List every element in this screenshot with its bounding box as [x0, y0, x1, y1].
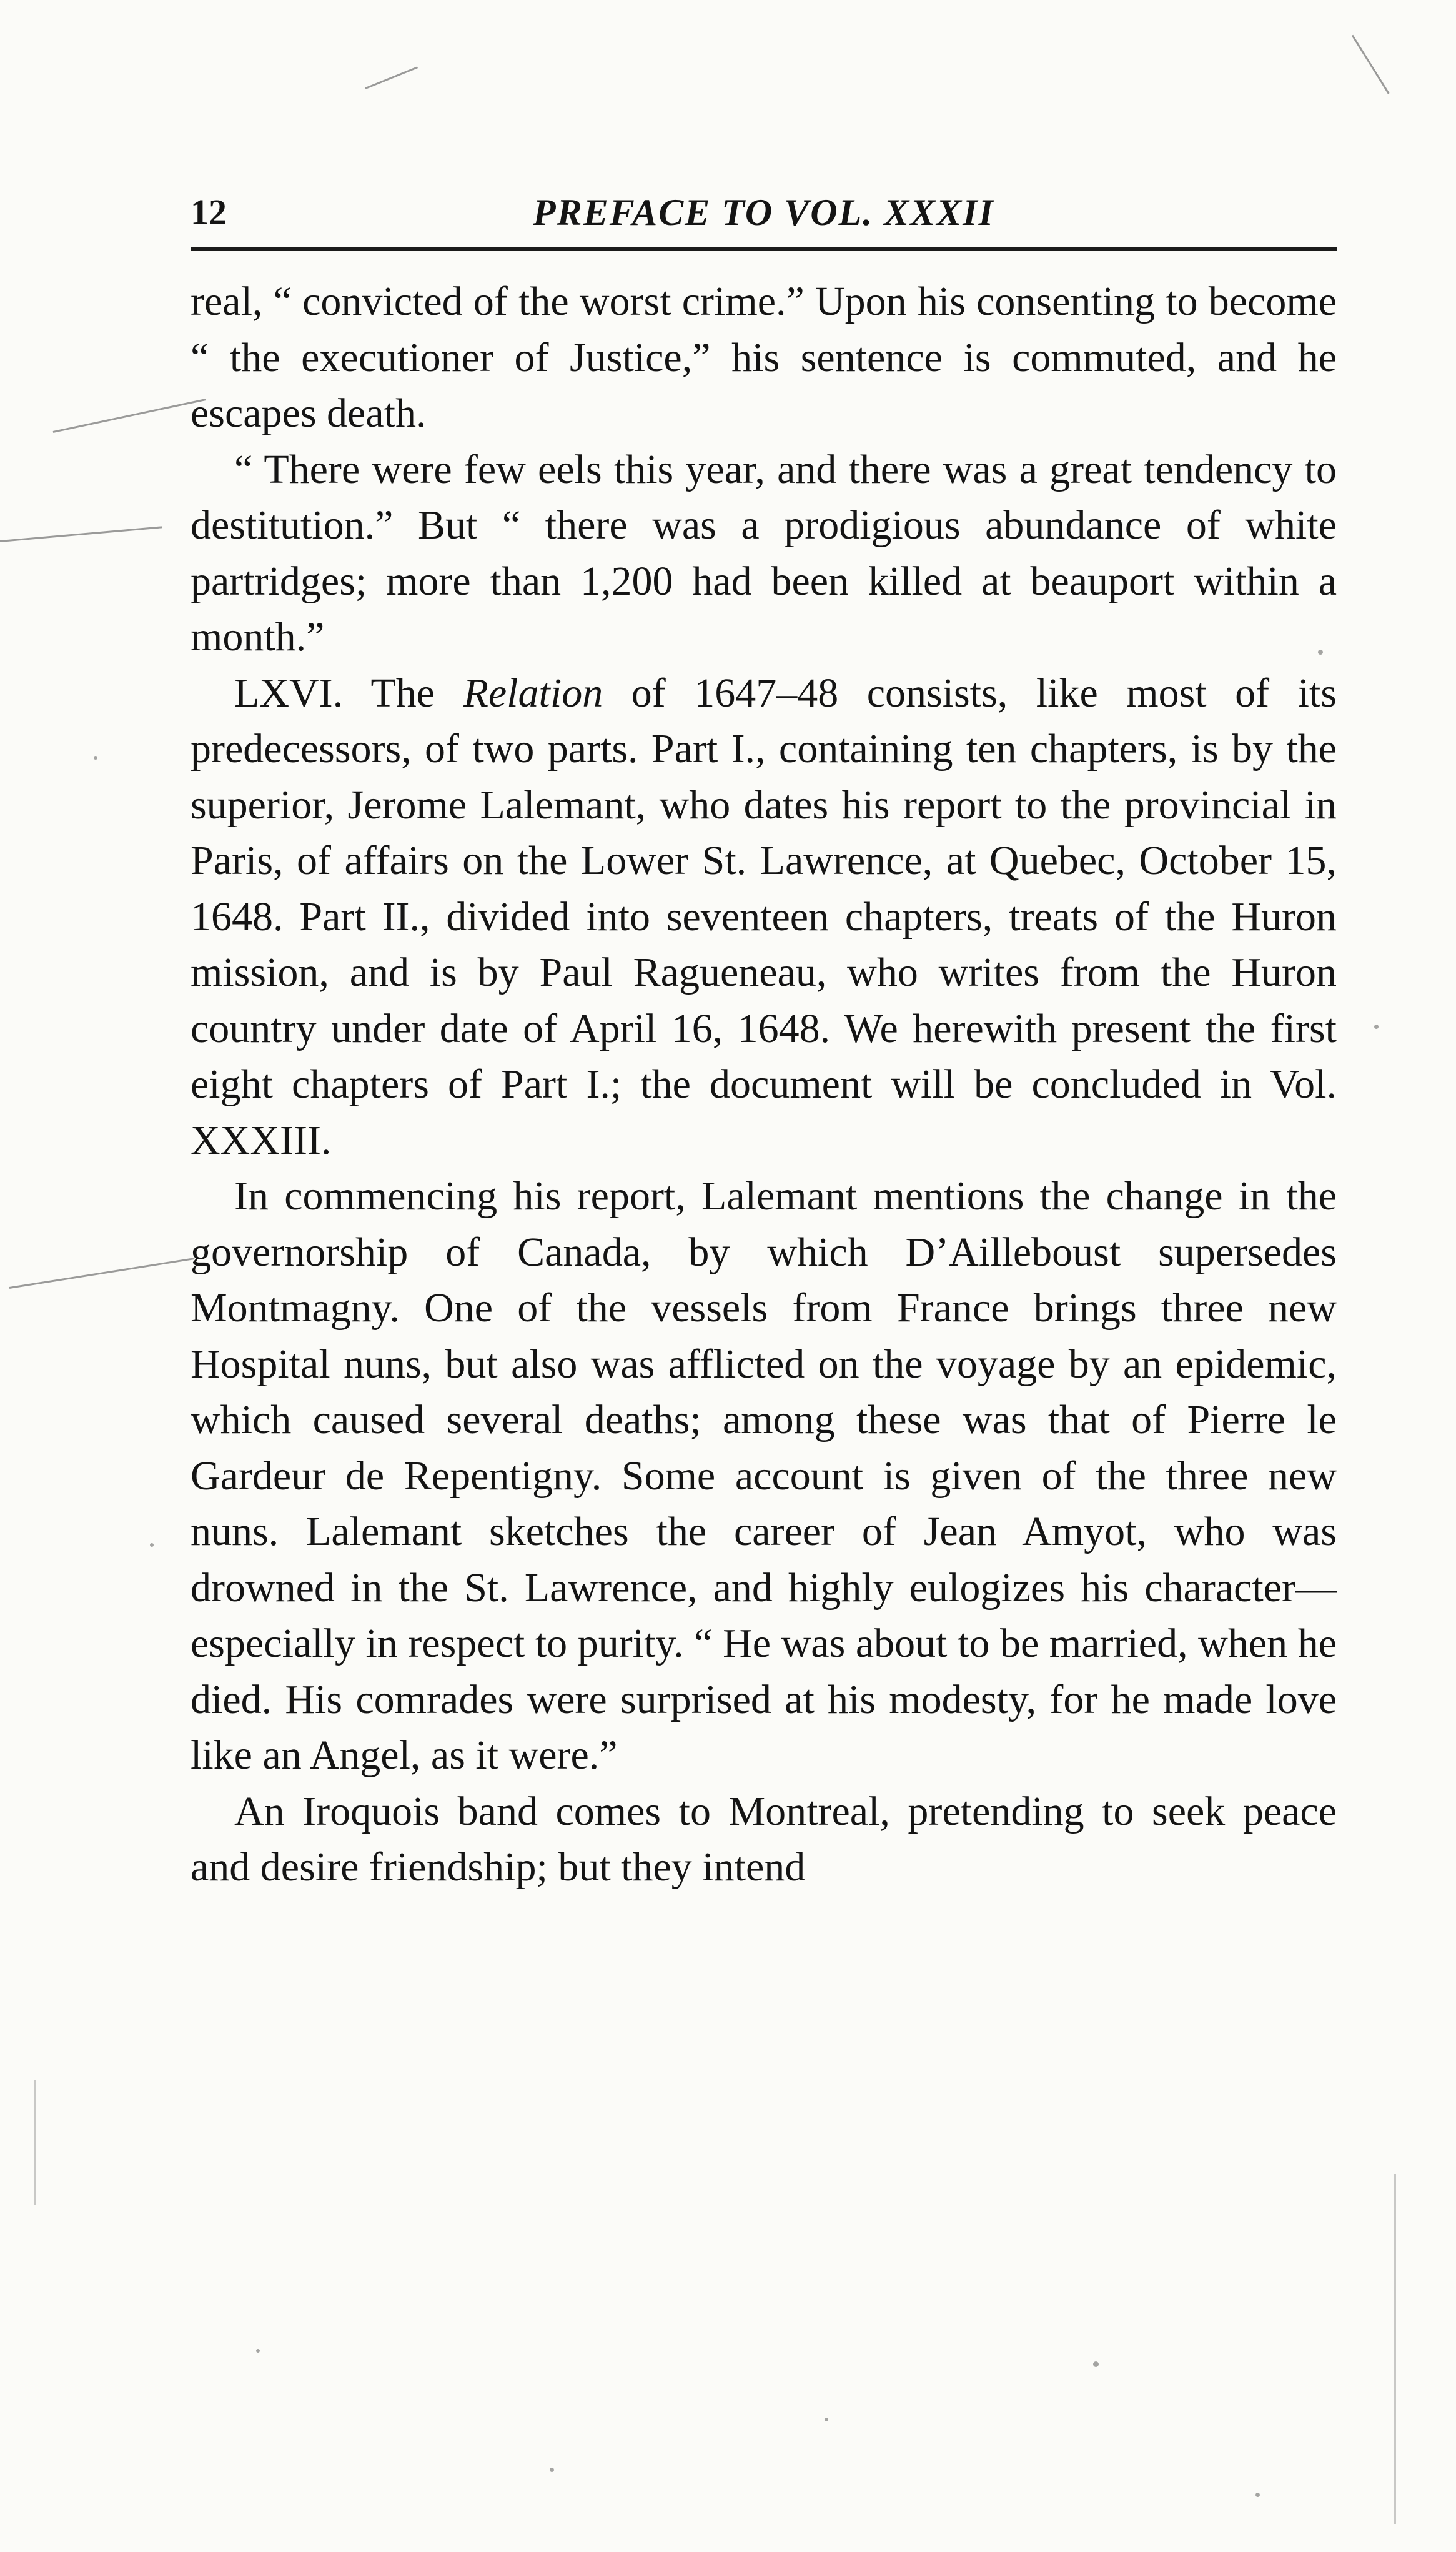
scan-scratch	[365, 66, 418, 89]
paragraph-5	[191, 1784, 1337, 1895]
paragraph-4	[191, 1168, 1337, 1784]
scan-scratch	[53, 399, 206, 433]
scan-speckle	[825, 2418, 828, 2421]
paragraph-3-text-b: of 1647–48 consists, like most of its predecessors, of two parts. Part I., containing ten chapters, is by the superior, Jerome Lalemant, who dates his report to the provincial in Paris, of affairs on the Lower St. Lawrence, at Quebec, October 15, 1648. Part II., divided into seventeen chapters, treats of the Huron mission, and is by Paul Ragueneau, who writes from the Huron country under date of April 16, 1648. We herewith present the first eight chapters of Part I.; the document will be concluded in Vol. XXXIII.	[191, 670, 1337, 1163]
scan-speckle	[550, 2468, 554, 2472]
page-number: 12	[191, 192, 227, 232]
scan-scratch	[0, 526, 162, 542]
paragraph-4-text: In commencing his report, Lalemant mentions the change in the governorship of Canada, by which D’Ailleboust supersedes Montmagny. One of the vessels from France brings three new Hospital nuns, but also was afflicted on the voyage by an epidemic, which caused several deaths; among these was that of Pierre le Gardeur de Repentigny. Some account is given of the three new nuns. Lalemant sketches the career of Jean Amyot, who was drowned in the St. Lawrence, and highly eulogizes his character— especially in respect to purity. “ He was about to be married, when he died. His comrades were surprised at his modesty, for he made love like an Angel, as it were.”	[191, 1173, 1337, 1778]
paragraph-3-relation-italic: Relation	[463, 670, 603, 716]
running-head: PREFACE TO VOL. XXXII	[533, 192, 994, 233]
scan-edge-line	[34, 2080, 36, 2205]
paragraph-3	[191, 665, 1337, 1169]
paragraph-3-text-a: LXVI. The	[234, 670, 463, 716]
scan-speckle	[1255, 2493, 1260, 2497]
scan-speckle	[150, 1543, 154, 1547]
scan-speckle	[1093, 2361, 1099, 2367]
paragraph-5-text: An Iroquois band comes to Montreal, pretending to seek peace and desire friendship; but they intend	[191, 1788, 1337, 1890]
scan-speckle	[256, 2349, 260, 2353]
scan-speckle	[1318, 650, 1323, 655]
body-text	[191, 274, 1337, 1895]
header-rule	[191, 247, 1337, 251]
paragraph-1-text: real, “ convicted of the worst crime.” Upon his consenting to become “ the executioner of Justice,” his sentence is commuted, and he escapes death.	[191, 279, 1337, 436]
scan-scratch	[1352, 35, 1390, 94]
scan-edge-line	[1394, 2174, 1396, 2524]
scan-speckle	[94, 756, 97, 760]
page-header	[191, 180, 1337, 242]
paragraph-2	[191, 442, 1337, 665]
paragraph-1	[191, 274, 1337, 442]
scan-scratch	[9, 1258, 195, 1289]
scan-speckle	[1374, 1025, 1379, 1029]
paragraph-2-text: “ There were few eels this year, and there was a great tendency to destitution.” But “ there was a prodigious abundance of white partridges; more than 1,200 had been killed at beauport within a month.”	[191, 446, 1337, 660]
